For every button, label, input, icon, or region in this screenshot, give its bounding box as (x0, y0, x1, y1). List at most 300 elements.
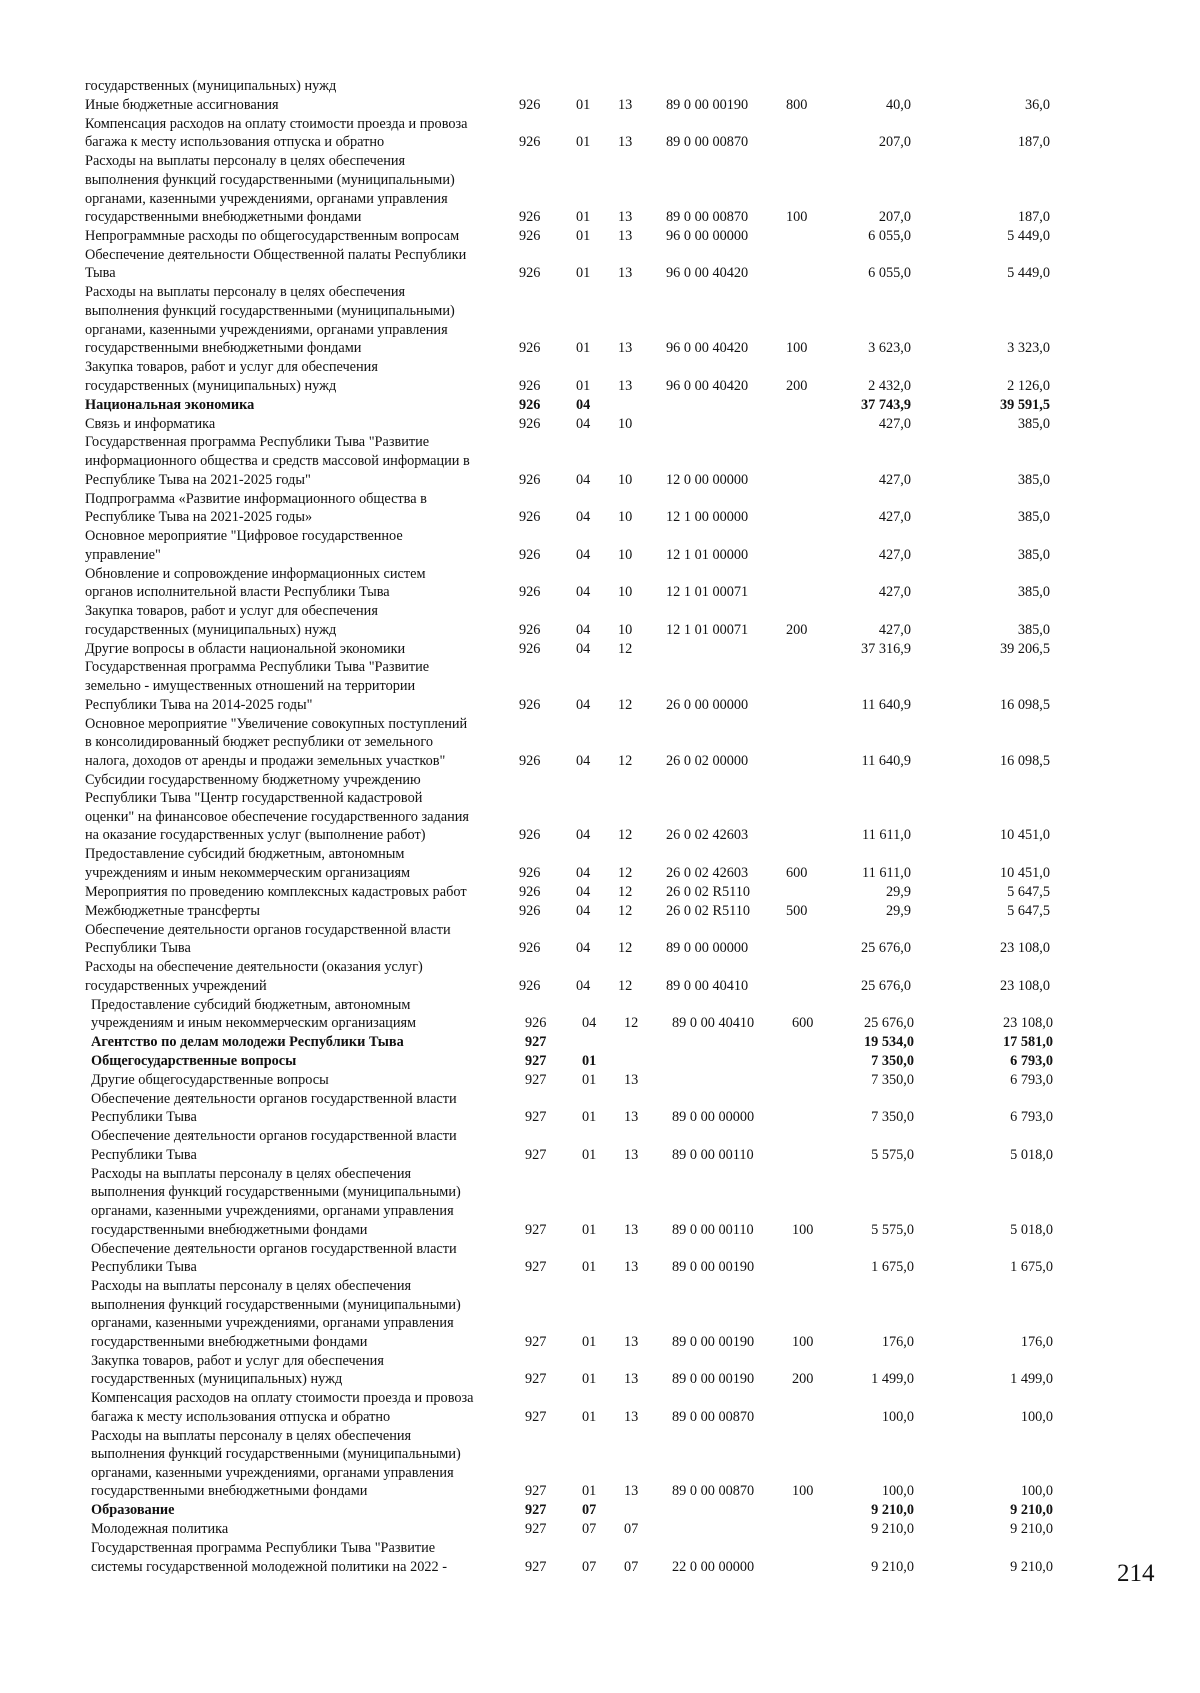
cell-ved: 926 (519, 471, 541, 488)
cell-rz: 01 (582, 1109, 597, 1126)
description-line: Подпрограмма «Развитие информационного общества в (85, 490, 427, 507)
cell-ved: 927 (525, 1109, 547, 1126)
cell-amount-y2: 17 581,0 (1002, 1034, 1053, 1051)
row-description (85, 283, 535, 357)
table-row (0, 996, 1200, 1033)
cell-vr: 100 (792, 1483, 814, 1500)
row-description (91, 1520, 541, 1539)
cell-amount-y2: 1 499,0 (1010, 1371, 1053, 1388)
cell-ved: 927 (525, 1071, 547, 1088)
cell-ved: 926 (519, 752, 541, 769)
cell-amount-y1: 427,0 (878, 621, 911, 638)
cell-csr: 26 0 02 00000 (666, 752, 749, 769)
description-line: Расходы на обеспечение деятельности (оказания услуг) (85, 959, 423, 976)
cell-pr: 12 (618, 883, 633, 900)
cell-pr: 10 (618, 584, 633, 601)
table-row (0, 883, 1200, 902)
row-description (85, 358, 535, 395)
cell-ved: 926 (519, 864, 541, 881)
cell-amount-y2: 187,0 (1017, 209, 1050, 226)
description-line: земельно - имущественных отношений на территории (85, 678, 416, 694)
cell-ved: 926 (525, 1015, 547, 1032)
cell-pr: 12 (618, 977, 633, 994)
description-line: Иные бюджетные ассигнования (85, 96, 279, 113)
cell-ved: 926 (519, 265, 541, 282)
description-line: информационного общества и средств массовой информации в (85, 453, 470, 469)
table-row (0, 921, 1200, 958)
cell-ved: 926 (519, 96, 541, 113)
description-line: Расходы на выплаты персоналу в целях обеспечения (85, 284, 406, 301)
description-line: налога, доходов от аренды и продажи земельных участков" (85, 752, 446, 769)
cell-rz: 07 (582, 1558, 597, 1575)
cell-pr: 13 (624, 1146, 639, 1163)
description-line: Связь и информатика (85, 415, 216, 432)
cell-pr: 13 (624, 1371, 639, 1388)
cell-amount-y2: 187,0 (1017, 134, 1050, 151)
cell-ved: 926 (519, 940, 541, 957)
description-line: органами, казенными учреждениями, органами управления (91, 1315, 454, 1332)
cell-amount-y2: 10 451,0 (999, 864, 1050, 881)
cell-pr: 13 (624, 1408, 639, 1425)
table-row (0, 845, 1200, 882)
row-description (91, 1052, 541, 1071)
cell-amount-y1: 6 055,0 (868, 228, 911, 244)
cell-vr: 200 (792, 1371, 814, 1388)
description-line: Республики Тыва (91, 1146, 197, 1163)
cell-amount-y1: 29,9 (885, 902, 911, 919)
cell-amount-y2: 39 206,5 (999, 640, 1050, 657)
cell-pr: 13 (624, 1333, 639, 1350)
row-description (85, 77, 535, 96)
cell-csr: 96 0 00 40420 (666, 265, 749, 282)
description-line: выполнения функций государственными (муниципальными) (91, 1184, 461, 1201)
description-line: государственными внебюджетными фондами (91, 1333, 368, 1350)
description-line: государственными внебюджетными фондами (91, 1221, 368, 1238)
cell-rz: 01 (582, 1221, 597, 1238)
description-line: Основное мероприятие "Цифровое государственное (85, 528, 403, 544)
cell-rz: 01 (582, 1146, 597, 1163)
cell-pr: 12 (618, 902, 633, 919)
description-line: Обновление и сопровождение информационных систем (85, 565, 426, 582)
table-row (0, 358, 1200, 395)
description-line: в консолидированный бюджет республики от земельного (85, 734, 434, 751)
row-description (85, 883, 535, 902)
table-row (0, 902, 1200, 921)
cell-amount-y1: 37 743,9 (860, 396, 911, 413)
cell-csr: 89 0 00 40410 (666, 977, 749, 994)
description-line: государственными внебюджетными фондами (85, 209, 362, 226)
row-description (85, 921, 535, 958)
row-description (85, 396, 535, 415)
row-description (85, 246, 535, 283)
cell-ved: 926 (519, 228, 541, 244)
cell-csr: 12 1 01 00071 (666, 584, 749, 601)
row-description (91, 996, 541, 1033)
row-description (85, 902, 535, 921)
cell-pr: 13 (624, 1071, 639, 1088)
table-row (0, 527, 1200, 564)
cell-amount-y2: 1 675,0 (1010, 1259, 1053, 1276)
description-line: Расходы на выплаты персоналу в целях обеспечения (91, 1427, 412, 1444)
row-description (85, 565, 535, 602)
row-description (91, 1033, 541, 1052)
table-row (0, 640, 1200, 659)
cell-amount-y1: 9 210,0 (871, 1521, 914, 1538)
description-line: Другие общегосударственные вопросы (91, 1071, 329, 1088)
cell-csr: 89 0 00 00190 (672, 1333, 755, 1350)
cell-amount-y2: 100,0 (1020, 1483, 1053, 1500)
table-row (0, 283, 1200, 357)
table-row (0, 227, 1200, 246)
description-line: Обеспечение деятельности органов государственной власти (91, 1128, 457, 1145)
cell-ved: 926 (519, 696, 541, 713)
table-row (0, 602, 1200, 639)
cell-amount-y1: 25 676,0 (863, 1015, 914, 1032)
table-row (0, 433, 1200, 489)
cell-amount-y1: 25 676,0 (860, 977, 911, 994)
table-row (0, 958, 1200, 995)
cell-ved: 927 (525, 1371, 547, 1388)
table-row (0, 77, 1200, 96)
cell-ved: 927 (525, 1558, 547, 1575)
description-line: Государственная программа Республики Тыва "Развитие (91, 1540, 436, 1557)
cell-ved: 926 (519, 977, 541, 994)
cell-pr: 12 (618, 640, 633, 657)
cell-rz: 01 (576, 96, 591, 113)
cell-rz: 04 (576, 546, 591, 563)
cell-ved: 926 (519, 640, 541, 657)
table-row (0, 1127, 1200, 1164)
row-description (85, 658, 535, 714)
table-row (0, 490, 1200, 527)
description-line: Образование (91, 1502, 175, 1519)
cell-ved: 927 (525, 1146, 547, 1163)
cell-rz: 01 (576, 340, 591, 357)
cell-ved: 926 (519, 396, 541, 413)
cell-amount-y2: 23 108,0 (999, 977, 1050, 994)
table-row (0, 1389, 1200, 1426)
cell-ved: 927 (525, 1408, 547, 1425)
description-line: Республики Тыва (85, 940, 191, 957)
cell-pr: 13 (618, 209, 633, 226)
cell-ved: 927 (525, 1034, 547, 1051)
table-row (0, 1352, 1200, 1389)
description-line: Государственная программа Республики Тыва "Развитие (85, 659, 430, 676)
cell-amount-y1: 427,0 (878, 415, 911, 432)
description-line: органов исполнительной власти Республики Тыва (85, 584, 390, 601)
description-line: органами, казенными учреждениями, органами управления (85, 190, 448, 207)
cell-vr: 200 (786, 621, 808, 638)
cell-rz: 04 (576, 621, 591, 638)
row-description (85, 527, 535, 564)
cell-csr: 12 1 01 00000 (666, 546, 749, 563)
cell-vr: 200 (786, 377, 808, 394)
cell-csr: 89 0 00 00110 (672, 1146, 754, 1163)
cell-amount-y1: 9 210,0 (871, 1502, 914, 1519)
row-description (91, 1389, 541, 1426)
cell-amount-y1: 11 611,0 (862, 827, 911, 844)
cell-csr: 26 0 02 R5110 (666, 883, 751, 900)
cell-amount-y2: 39 591,5 (999, 396, 1050, 413)
row-description (85, 845, 535, 882)
cell-rz: 01 (582, 1053, 597, 1069)
description-line: Тыва (85, 265, 116, 282)
cell-amount-y2: 5 018,0 (1010, 1221, 1053, 1238)
cell-rz: 04 (576, 696, 591, 713)
cell-ved: 927 (525, 1221, 547, 1238)
cell-amount-y2: 5 449,0 (1007, 228, 1050, 244)
cell-rz: 04 (576, 940, 591, 957)
description-line: Закупка товаров, работ и услуг для обеспечения (85, 603, 378, 619)
cell-amount-y1: 427,0 (878, 471, 911, 488)
description-line: выполнения функций государственными (муниципальными) (91, 1446, 461, 1463)
cell-csr: 96 0 00 40420 (666, 377, 749, 394)
page-number: 214 (1117, 1560, 1155, 1587)
cell-amount-y2: 385,0 (1017, 471, 1050, 488)
cell-amount-y2: 176,0 (1020, 1333, 1053, 1350)
cell-pr: 07 (624, 1558, 639, 1575)
cell-amount-y1: 11 611,0 (862, 864, 911, 881)
row-description (91, 1165, 541, 1239)
cell-amount-y1: 11 640,9 (861, 752, 911, 769)
description-line: органами, казенными учреждениями, органами управления (85, 321, 448, 338)
cell-rz: 01 (576, 134, 591, 151)
description-line: государственных (муниципальных) нужд (85, 78, 337, 94)
cell-amount-y2: 385,0 (1017, 546, 1050, 563)
cell-pr: 13 (624, 1259, 639, 1276)
cell-ved: 927 (525, 1259, 547, 1276)
description-line: государственных учреждений (85, 977, 267, 994)
cell-amount-y1: 207,0 (878, 134, 911, 151)
description-line: государственными внебюджетными фондами (85, 340, 362, 357)
cell-pr: 12 (618, 864, 633, 881)
row-description (85, 433, 535, 489)
cell-amount-y1: 1 675,0 (871, 1259, 914, 1276)
description-line: Молодежная политика (91, 1521, 229, 1538)
cell-ved: 927 (525, 1053, 547, 1069)
description-line: органами, казенными учреждениями, органами управления (91, 1203, 454, 1219)
cell-amount-y2: 6 793,0 (1010, 1053, 1053, 1069)
cell-amount-y2: 100,0 (1020, 1408, 1053, 1425)
cell-csr: 89 0 00 00870 (666, 134, 749, 151)
row-description (85, 96, 535, 115)
description-line: Закупка товаров, работ и услуг для обеспечения (91, 1352, 384, 1369)
cell-pr: 13 (618, 134, 633, 151)
cell-rz: 01 (582, 1259, 597, 1276)
cell-amount-y1: 427,0 (878, 546, 911, 563)
description-line: Республики Тыва на 2014-2025 годы" (85, 696, 313, 713)
cell-rz: 04 (576, 864, 591, 881)
description-line: Расходы на выплаты персоналу в целях обеспечения (91, 1278, 412, 1295)
cell-csr: 89 0 00 00190 (672, 1259, 755, 1276)
description-line: Закупка товаров, работ и услуг для обеспечения (85, 359, 378, 376)
cell-pr: 12 (618, 752, 633, 769)
cell-rz: 01 (582, 1483, 597, 1500)
description-line: Обеспечение деятельности Общественной палаты Республики (85, 246, 467, 263)
row-description (91, 1090, 541, 1127)
cell-ved: 926 (519, 415, 541, 432)
description-line: государственных (муниципальных) нужд (85, 377, 337, 394)
cell-rz: 01 (576, 228, 591, 244)
cell-rz: 01 (576, 265, 591, 282)
table-row (0, 1090, 1200, 1127)
table-row (0, 96, 1200, 115)
cell-amount-y1: 2 432,0 (868, 377, 911, 394)
cell-amount-y1: 100,0 (881, 1408, 914, 1425)
table-row (0, 246, 1200, 283)
description-line: Мероприятия по проведению комплексных кадастровых работ (85, 883, 467, 900)
cell-amount-y2: 2 126,0 (1007, 377, 1050, 394)
cell-amount-y2: 5 449,0 (1007, 265, 1050, 282)
cell-amount-y1: 40,0 (885, 96, 911, 113)
table-row (0, 415, 1200, 434)
cell-rz: 04 (576, 584, 591, 601)
cell-pr: 12 (624, 1015, 639, 1032)
row-description (91, 1240, 541, 1277)
cell-amount-y2: 385,0 (1017, 415, 1050, 432)
cell-vr: 800 (786, 96, 808, 113)
cell-pr: 13 (624, 1109, 639, 1126)
cell-amount-y2: 23 108,0 (1002, 1015, 1053, 1032)
cell-amount-y1: 9 210,0 (871, 1558, 914, 1575)
description-line: Республики Тыва "Центр государственной кадастровой (85, 790, 423, 807)
description-line: Республике Тыва на 2021-2025 годы" (85, 471, 311, 488)
cell-ved: 926 (519, 377, 541, 394)
cell-rz: 04 (576, 977, 591, 994)
description-line: багажа к месту использования отпуска и обратно (85, 134, 385, 151)
cell-ved: 926 (519, 509, 541, 526)
row-description (85, 715, 535, 771)
row-description (91, 1071, 541, 1090)
cell-amount-y2: 5 647,5 (1007, 883, 1050, 900)
cell-pr: 13 (618, 96, 633, 113)
description-line: Государственная программа Республики Тыва "Развитие (85, 434, 430, 451)
cell-csr: 12 1 00 00000 (666, 509, 749, 526)
cell-pr: 12 (618, 827, 633, 844)
table-row (0, 1520, 1200, 1539)
cell-rz: 01 (582, 1071, 597, 1088)
table-row (0, 1033, 1200, 1052)
cell-amount-y2: 9 210,0 (1010, 1521, 1053, 1538)
description-line: Субсидии государственному бюджетному учреждению (85, 771, 421, 788)
cell-csr: 89 0 00 00000 (672, 1109, 755, 1126)
cell-csr: 89 0 00 00110 (672, 1221, 754, 1238)
row-description (85, 958, 535, 995)
description-line: Межбюджетные трансферты (85, 902, 261, 919)
table-row (0, 152, 1200, 226)
cell-rz: 04 (582, 1015, 597, 1032)
table-row (0, 1427, 1200, 1501)
cell-ved: 926 (519, 827, 541, 844)
cell-rz: 04 (576, 415, 591, 432)
cell-ved: 927 (525, 1483, 547, 1500)
cell-rz: 04 (576, 752, 591, 769)
cell-amount-y2: 6 793,0 (1010, 1071, 1053, 1088)
cell-amount-y2: 10 451,0 (999, 827, 1050, 844)
cell-ved: 926 (519, 134, 541, 151)
cell-pr: 10 (618, 471, 633, 488)
cell-vr: 600 (786, 864, 808, 881)
row-description (85, 771, 535, 845)
cell-rz: 04 (576, 827, 591, 844)
cell-amount-y2: 36,0 (1024, 96, 1050, 113)
description-line: государственных (муниципальных) нужд (91, 1371, 343, 1388)
description-line: Агентство по делам молодежи Республики Тыва (91, 1034, 404, 1051)
cell-amount-y1: 427,0 (878, 584, 911, 601)
cell-csr: 89 0 00 00000 (666, 940, 749, 957)
cell-csr: 96 0 00 00000 (666, 228, 749, 244)
cell-rz: 07 (582, 1502, 597, 1519)
description-line: Республики Тыва (91, 1109, 197, 1126)
cell-amount-y1: 5 575,0 (871, 1221, 914, 1238)
cell-ved: 926 (519, 584, 541, 601)
cell-rz: 04 (576, 396, 591, 413)
table-row (0, 1277, 1200, 1351)
description-line: Республике Тыва на 2021-2025 годы» (85, 509, 313, 526)
cell-rz: 07 (582, 1521, 597, 1538)
description-line: оценки" на финансовое обеспечение государственного задания (85, 808, 469, 825)
cell-amount-y2: 5 647,5 (1007, 902, 1050, 919)
cell-ved: 926 (519, 621, 541, 638)
cell-csr: 89 0 00 00870 (672, 1408, 755, 1425)
cell-amount-y2: 385,0 (1017, 584, 1050, 601)
description-line: багажа к месту использования отпуска и обратно (91, 1408, 391, 1425)
cell-amount-y2: 385,0 (1017, 621, 1050, 638)
row-description (91, 1427, 541, 1501)
cell-rz: 04 (576, 902, 591, 919)
description-line: Компенсация расходов на оплату стоимости проезда и провоза (91, 1390, 474, 1407)
cell-amount-y1: 7 350,0 (871, 1071, 914, 1088)
cell-rz: 04 (576, 640, 591, 657)
description-line: Основное мероприятие "Увеличение совокупных поступлений (85, 715, 468, 732)
row-description (91, 1539, 541, 1576)
cell-amount-y1: 37 316,9 (860, 640, 911, 657)
table-row (0, 1501, 1200, 1520)
cell-pr: 13 (624, 1483, 639, 1500)
cell-amount-y2: 9 210,0 (1010, 1502, 1053, 1519)
cell-csr: 89 0 00 00870 (672, 1483, 755, 1500)
description-line: системы государственной молодежной политики на 2022 - (91, 1558, 447, 1575)
table-row (0, 1071, 1200, 1090)
cell-amount-y1: 29,9 (885, 883, 911, 900)
cell-rz: 04 (576, 883, 591, 900)
table-row (0, 565, 1200, 602)
cell-ved: 926 (519, 209, 541, 226)
table-row (0, 658, 1200, 714)
cell-rz: 04 (576, 471, 591, 488)
cell-pr: 13 (618, 377, 633, 394)
table-row (0, 115, 1200, 152)
cell-amount-y1: 207,0 (878, 209, 911, 226)
description-line: государственных (муниципальных) нужд (85, 621, 337, 638)
cell-ved: 927 (525, 1521, 547, 1538)
cell-vr: 100 (792, 1333, 814, 1350)
description-line: выполнения функций государственными (муниципальными) (85, 171, 455, 188)
cell-ved: 927 (525, 1333, 547, 1350)
description-line: Непрограммные расходы по общегосударственным вопросам (85, 228, 460, 244)
cell-amount-y2: 16 098,5 (999, 696, 1050, 713)
description-line: управление" (85, 546, 161, 563)
cell-vr: 600 (792, 1015, 814, 1032)
row-description (91, 1501, 541, 1520)
row-description (85, 152, 535, 226)
table-row (0, 1165, 1200, 1239)
description-line: Обеспечение деятельности органов государственной власти (91, 1090, 457, 1107)
cell-pr: 10 (618, 546, 633, 563)
cell-amount-y2: 23 108,0 (999, 940, 1050, 957)
cell-amount-y1: 7 350,0 (871, 1053, 914, 1069)
description-line: Расходы на выплаты персоналу в целях обеспечения (85, 153, 406, 170)
